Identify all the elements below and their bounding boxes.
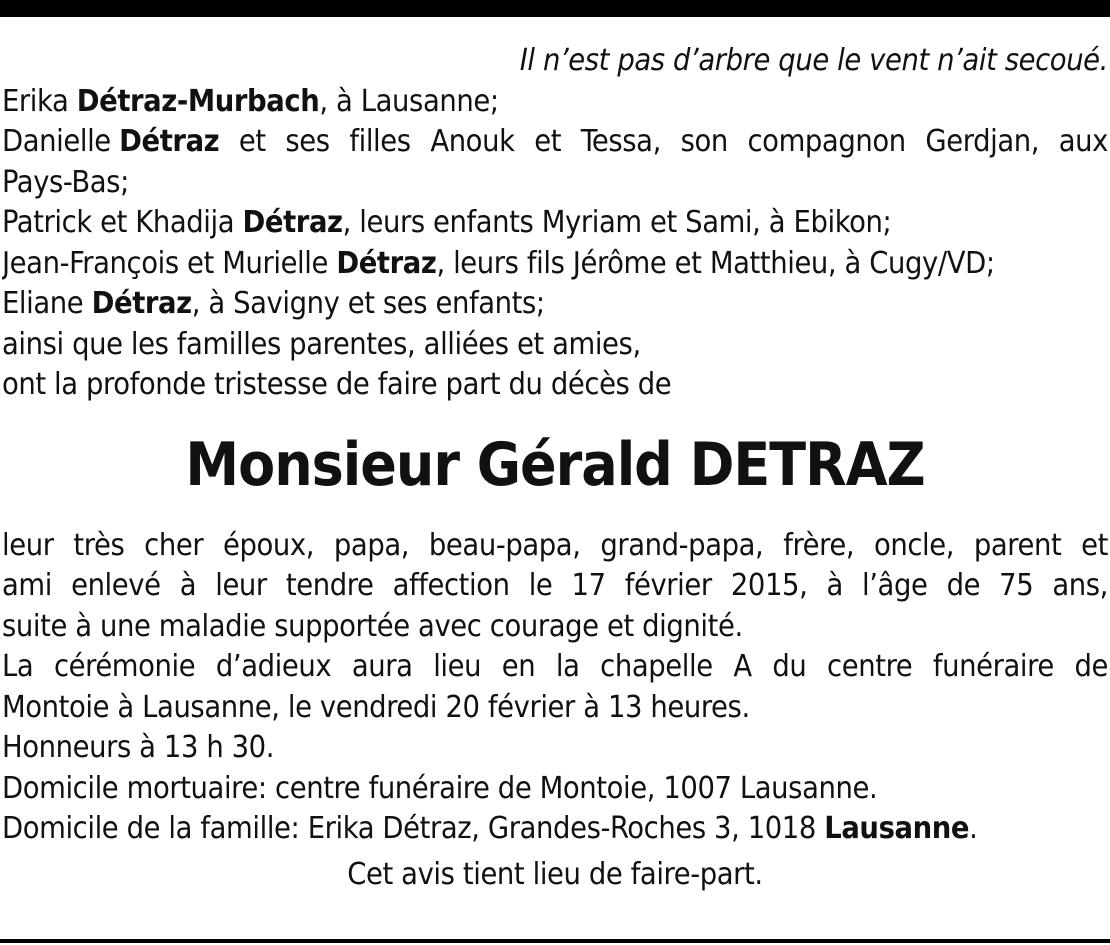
word: oncle, (873, 527, 955, 563)
family-line-3-name: Détraz (242, 205, 343, 240)
domicile-famille-city: Lausanne (824, 811, 970, 846)
word: l’âge (862, 568, 928, 603)
domicile-famille-post: . (969, 811, 978, 846)
word: février (624, 568, 712, 603)
word: Gerdjan, (925, 124, 1040, 159)
word: filles (349, 124, 411, 159)
word: Tessa, (580, 124, 661, 159)
family-line-4-post: , leurs fils Jérôme et Matthieu, à Cugy/VD; (436, 245, 995, 281)
family-line-1 (2, 82, 1108, 123)
family-line-4-name: Détraz (336, 245, 437, 281)
family-line-2-continued: Pays-Bas; (2, 164, 129, 200)
family-line-4 (2, 244, 1108, 285)
word: de (946, 568, 981, 603)
motto-quote: Il n’est pas d’arbre que le vent n’ait secoué. (519, 43, 1108, 78)
family-line-5-pre: Eliane (2, 286, 92, 321)
word: A (733, 649, 752, 684)
family-line-1-pre: Erika (2, 83, 77, 119)
word: d’adieux (215, 649, 332, 684)
word: en (501, 649, 536, 684)
domicile-famille-pre: Domicile de la famille: Erika Détraz, Grandes-Roches 3, 1018 (2, 811, 825, 846)
deceased-name-heading: Monsieur Gérald DETRAZ (185, 430, 925, 501)
word: ami (2, 568, 52, 603)
word: enlevé (71, 568, 161, 603)
word: frère, (783, 527, 855, 563)
word: 17 (571, 568, 606, 603)
family-line-2 (2, 122, 1108, 163)
word: La (2, 649, 34, 684)
word: beau-papa, (428, 527, 581, 563)
body-p2-line-1 (2, 647, 1108, 688)
family-line-2-name: Détraz (119, 124, 220, 159)
word: centre (827, 649, 913, 684)
domicile-famille-line (2, 809, 1108, 850)
word: Anouk (430, 124, 515, 159)
word: et (534, 124, 562, 159)
word: le (528, 568, 553, 603)
family-line-3 (2, 203, 1108, 244)
word: ans, (1052, 568, 1108, 603)
word: du (772, 649, 807, 684)
word: époux, (223, 527, 315, 563)
family-line-2-pre: Danielle (2, 124, 120, 159)
word: ses (285, 124, 330, 159)
top-rule (0, 0, 1110, 17)
family-line-5-post: , à Savigny et ses enfants; (191, 286, 545, 321)
word: compagnon (747, 124, 906, 159)
word: leur (215, 568, 267, 603)
closing-note: Cet avis tient lieu de faire-part. (347, 856, 763, 892)
family-line-3-pre: Patrick et Khadija (2, 205, 243, 240)
family-line-1-post: , à Lausanne; (319, 83, 499, 119)
family-line-2-lead (2, 122, 219, 163)
domicile-mortuaire-line: Domicile mortuaire: centre funéraire de Montoie, 1007 Lausanne. (2, 770, 878, 806)
body-p1-line-1 (2, 526, 1108, 567)
family-line-5 (2, 284, 1108, 325)
honneurs-line: Honneurs à 13 h 30. (2, 730, 275, 765)
word: papa, (333, 527, 410, 563)
body-p2-line-2: Montoie à Lausanne, le vendredi 20 février à 13 heures. (2, 689, 750, 725)
word: à (826, 568, 843, 603)
word: aura (351, 649, 413, 684)
family-line-5-name: Détraz (91, 286, 192, 321)
family-line-3-post: , leurs enfants Myriam et Sami, à Ebikon; (342, 205, 892, 240)
word: affection (392, 568, 510, 603)
family-line-1-name: Détraz-Murbach (76, 83, 320, 119)
family-line-7: ont la profonde tristesse de faire part du décès de (2, 367, 672, 402)
word: tendre (285, 568, 374, 603)
obituary-notice (2, 41, 1108, 895)
word: de (1074, 649, 1108, 684)
family-line-6: ainsi que les familles parentes, alliées et amies, (2, 326, 641, 362)
word: parent (973, 527, 1062, 563)
word: cher (144, 527, 204, 563)
bottom-rule (0, 939, 1110, 943)
word: chapelle (600, 649, 713, 684)
word: son (680, 124, 728, 159)
word: grand-papa, (600, 527, 764, 563)
family-line-4-pre: Jean-François et Murielle (2, 245, 337, 281)
word: la (555, 649, 580, 684)
word: très (73, 527, 125, 563)
word: et (1081, 527, 1108, 563)
word: 75 (999, 568, 1034, 603)
body-p1-line-3: suite à une maladie supportée avec courage et dignité. (2, 608, 743, 644)
word: aux (1058, 124, 1108, 159)
word: à (179, 568, 197, 603)
word: leur (2, 527, 54, 563)
word: lieu (433, 649, 482, 684)
word: et (238, 124, 266, 159)
body-p1-line-2 (2, 566, 1108, 607)
word: funéraire (932, 649, 1054, 684)
word: 2015, (730, 568, 808, 603)
word: cérémonie (53, 649, 196, 684)
